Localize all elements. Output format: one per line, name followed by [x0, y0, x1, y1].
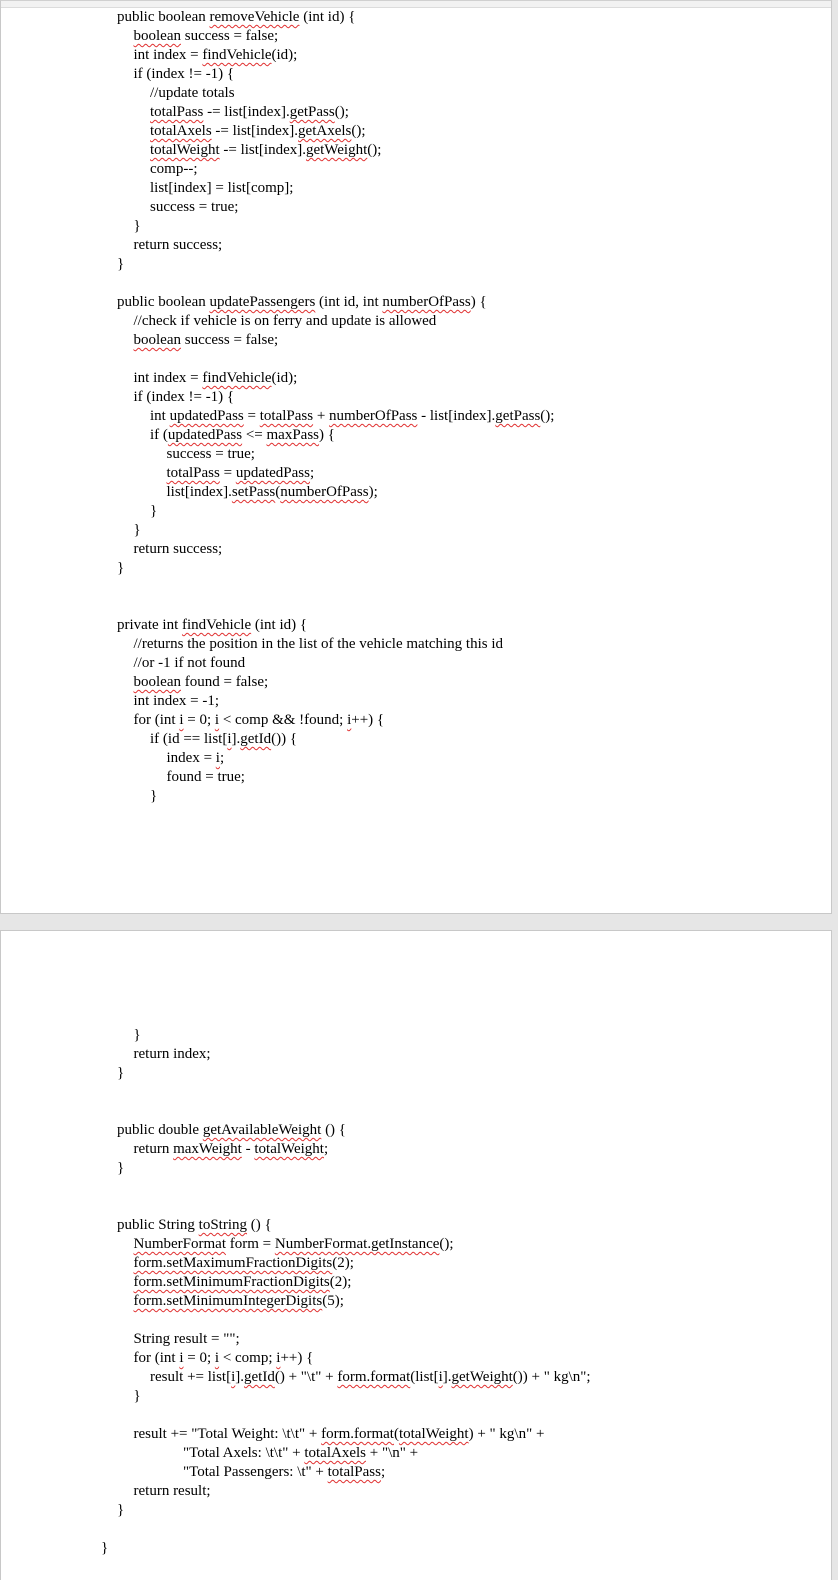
misspelled-word: i [227, 731, 232, 747]
code-text: form = [225, 1236, 275, 1252]
code-line [167, 749, 225, 768]
misspelled-word: updatePassengers [209, 294, 316, 310]
code-text: = [219, 465, 236, 481]
code-line [167, 464, 315, 483]
misspelled-word: numberOfPass [280, 484, 369, 500]
code-text: if ( [150, 427, 168, 443]
misspelled-word: updatedPass [169, 408, 244, 424]
code-text: - [241, 1141, 255, 1157]
misspelled-word: maxWeight [173, 1141, 242, 1157]
misspelled-word: totalPass [259, 408, 314, 424]
code-text: ]. [442, 1369, 452, 1385]
misspelled-word: i [179, 1350, 184, 1366]
code-line [134, 1292, 344, 1311]
misspelled-word: getPass [495, 408, 541, 424]
code-text: index = [166, 750, 216, 766]
code-text: (int id, int [315, 294, 383, 310]
code-text: (id); [271, 47, 298, 63]
code-line [117, 1121, 346, 1140]
code-line [134, 46, 298, 65]
code-text: list[index]. [166, 484, 232, 500]
code-text: int [150, 408, 170, 424]
misspelled-word: updatedPass [167, 427, 243, 443]
code-text: ) + " kg\n" + [468, 1426, 545, 1442]
misspelled-word: totalPass [327, 1464, 381, 1480]
code-line [183, 1463, 385, 1482]
code-text: } [101, 1540, 109, 1556]
code-text: ++) { [280, 1350, 314, 1366]
code-line [134, 673, 269, 692]
code-text: ( [275, 484, 281, 500]
code-text: return [133, 1141, 174, 1157]
code-text: () + "\t" + [274, 1369, 338, 1385]
code-line [117, 255, 124, 274]
code-text: } [133, 522, 141, 538]
code-line [134, 692, 220, 711]
misspelled-word: getAvailableWeight [202, 1122, 322, 1138]
code-text: -= list[index]. [203, 104, 290, 120]
misspelled-word: i [231, 1369, 236, 1385]
code-text: //or -1 if not found [133, 655, 246, 671]
misspelled-word: findVehicle [181, 617, 252, 633]
code-text: } [133, 1388, 141, 1404]
misspelled-word: i [276, 1350, 281, 1366]
code-text: return result; [133, 1483, 211, 1499]
code-line [117, 559, 124, 578]
code-text: //returns the position in the list of the vehicle matching this id [133, 636, 504, 652]
code-text: = 0; [183, 1350, 215, 1366]
misspelled-word: form.setMaximumFractionDigits [133, 1255, 333, 1271]
code-text: (); [351, 123, 366, 139]
code-text: result += "Total Weight: \t\t" + [133, 1426, 322, 1442]
misspelled-word: getWeight [451, 1369, 513, 1385]
code-line [150, 407, 554, 426]
code-line [150, 122, 366, 141]
code-text: (5); [322, 1293, 344, 1309]
code-text: public boolean [117, 294, 210, 310]
misspelled-word: totalAxels [150, 123, 212, 139]
code-text: } [117, 1502, 125, 1518]
code-text: + [313, 408, 330, 424]
misspelled-word: boolean [133, 28, 181, 44]
code-line [117, 293, 487, 312]
code-text: ) { [319, 427, 335, 443]
code-text: found = false; [180, 674, 269, 690]
code-text: list[index] = list[comp]; [150, 180, 294, 196]
code-line [150, 787, 157, 806]
misspelled-word: setPass [231, 484, 276, 500]
code-line [134, 1387, 141, 1406]
code-line [134, 1482, 211, 1501]
misspelled-word: numberOfPass [382, 294, 471, 310]
misspelled-word: form.setMinimumFractionDigits [133, 1274, 330, 1290]
code-text: for (int [133, 712, 180, 728]
misspelled-word: totalPass [150, 104, 204, 120]
code-text: } [117, 1065, 125, 1081]
code-text: ]. [235, 1369, 245, 1385]
code-text: (); [367, 142, 382, 158]
code-text: (); [334, 104, 349, 120]
code-text: if (id == list[ [150, 731, 228, 747]
code-text: } [133, 218, 141, 234]
code-text: success = true; [150, 199, 239, 215]
code-line [134, 388, 235, 407]
code-line [150, 179, 293, 198]
misspelled-word: findVehicle [202, 370, 272, 386]
misspelled-word: i [347, 712, 352, 728]
misspelled-word: form.setMinimumIntegerDigits [133, 1293, 323, 1309]
code-line [117, 1216, 272, 1235]
misspelled-word: i [215, 750, 220, 766]
misspelled-word: findVehicle [202, 47, 272, 63]
misspelled-word: maxPass [266, 427, 320, 443]
code-text: //update totals [150, 85, 235, 101]
code-text: ); [368, 484, 378, 500]
code-line [167, 483, 378, 502]
document-page-2 [0, 930, 832, 1580]
misspelled-word: i [179, 712, 184, 728]
code-text: } [150, 788, 158, 804]
code-text: -= list[index]. [219, 142, 306, 158]
code-text: (2); [329, 1274, 352, 1290]
code-line [134, 654, 246, 673]
misspelled-word: form.format [321, 1426, 394, 1442]
code-line [134, 1140, 329, 1159]
misspelled-word: updatedPass [235, 465, 310, 481]
code-line [134, 1425, 545, 1444]
code-text: (int id) { [251, 617, 308, 633]
code-text: ]. [231, 731, 241, 747]
code-line [101, 1539, 108, 1558]
misspelled-word: totalWeight [398, 1426, 469, 1442]
code-text: "Total Axels: \t\t" + [183, 1445, 305, 1461]
code-text: public String [117, 1217, 199, 1233]
code-text: success = false; [180, 332, 279, 348]
code-text: (id); [271, 370, 298, 386]
code-text: return success; [133, 237, 223, 253]
code-text: ; [219, 750, 225, 766]
code-text: } [117, 560, 125, 576]
code-line [134, 1273, 352, 1292]
code-line [150, 141, 381, 160]
code-text: return success; [133, 541, 223, 557]
code-line [150, 84, 235, 103]
code-line [134, 1045, 211, 1064]
code-line [134, 217, 141, 236]
code-line [134, 27, 279, 46]
code-line [134, 635, 504, 654]
code-line [134, 331, 279, 350]
code-text: return index; [133, 1046, 211, 1062]
code-line [134, 1235, 454, 1254]
code-text: () { [321, 1122, 347, 1138]
misspelled-word: form.format [337, 1369, 411, 1385]
misspelled-word: totalWeight [150, 142, 220, 158]
misspelled-word: NumberFormat [133, 1236, 226, 1252]
code-text: < comp && !found; [219, 712, 348, 728]
code-line [150, 160, 197, 179]
code-line [150, 730, 297, 749]
code-line [134, 312, 437, 331]
misspelled-word: getAxels [298, 123, 352, 139]
code-text: = [243, 408, 260, 424]
code-line [183, 1444, 418, 1463]
code-line [167, 445, 255, 464]
code-line [167, 768, 245, 787]
code-line [134, 1330, 240, 1349]
code-text: } [150, 503, 158, 519]
code-text: result += list[ [150, 1369, 232, 1385]
misspelled-word: i [438, 1369, 443, 1385]
code-text: ++) { [351, 712, 385, 728]
misspelled-word: i [214, 1350, 220, 1366]
code-text: ; [380, 1464, 386, 1480]
code-line [117, 8, 355, 27]
misspelled-word: totalAxels [304, 1445, 366, 1461]
code-line [134, 540, 223, 559]
code-text: (2); [332, 1255, 354, 1271]
code-text: < comp; [219, 1350, 277, 1366]
code-text: int index = [133, 47, 203, 63]
code-text: for (int [133, 1350, 180, 1366]
code-line [134, 1349, 314, 1368]
page-top-strip [1, 1, 832, 8]
misspelled-word: getPass [289, 104, 335, 120]
code-line [150, 198, 238, 217]
code-text: } [117, 256, 125, 272]
code-text: int index = [133, 370, 203, 386]
code-text: (list[ [410, 1369, 439, 1385]
misspelled-word: NumberFormat.getInstance [274, 1236, 440, 1252]
code-text: ()) { [271, 731, 298, 747]
code-line [134, 711, 385, 730]
code-text: public boolean [117, 9, 210, 25]
code-line [117, 616, 307, 635]
code-line [117, 1159, 124, 1178]
code-text: comp--; [150, 161, 198, 177]
code-text: = 0; [183, 712, 215, 728]
code-text: success = true; [166, 446, 255, 462]
misspelled-word: getId [240, 731, 272, 747]
code-text: } [133, 1027, 141, 1043]
code-line [134, 1254, 354, 1273]
code-text: - list[index]. [417, 408, 496, 424]
code-text: int index = -1; [133, 693, 220, 709]
code-line [134, 65, 235, 84]
misspelled-word: numberOfPass [329, 408, 418, 424]
code-text: found = true; [166, 769, 245, 785]
code-line [150, 426, 335, 445]
misspelled-word: boolean [133, 674, 181, 690]
code-line [150, 103, 349, 122]
code-line [134, 236, 223, 255]
code-text: public double [117, 1122, 203, 1138]
code-text: ; [309, 465, 315, 481]
code-text: () { [247, 1217, 272, 1233]
misspelled-word: toString [198, 1217, 248, 1233]
code-text: ; [323, 1141, 329, 1157]
misspelled-word: removeVehicle [209, 9, 300, 25]
code-text: ) { [470, 294, 487, 310]
code-text: "Total Passengers: \t" + [183, 1464, 328, 1480]
misspelled-word: totalPass [166, 465, 220, 481]
code-line [117, 1501, 124, 1520]
misspelled-word: getId [244, 1369, 275, 1385]
code-text: if (index != -1) { [133, 389, 235, 405]
code-line [134, 369, 298, 388]
code-line [117, 1064, 124, 1083]
code-line [134, 1026, 141, 1045]
code-line [150, 502, 157, 521]
misspelled-word: getWeight [305, 142, 368, 158]
code-text: private int [117, 617, 182, 633]
code-text: //check if vehicle is on ferry and update is allowed [133, 313, 437, 329]
code-line [134, 521, 141, 540]
code-text: + "\n" + [365, 1445, 419, 1461]
code-text: String result = ""; [133, 1331, 240, 1347]
code-text: success = false; [180, 28, 279, 44]
misspelled-word: totalWeight [254, 1141, 324, 1157]
code-text: -= list[index]. [211, 123, 299, 139]
misspelled-word: i [214, 712, 220, 728]
code-text: (); [439, 1236, 454, 1252]
code-text: ()) + " kg\n"; [512, 1369, 591, 1385]
misspelled-word: boolean [133, 332, 181, 348]
code-text: (int id) { [299, 9, 356, 25]
code-text: if (index != -1) { [133, 66, 235, 82]
code-line [150, 1368, 591, 1387]
code-text: (); [540, 408, 555, 424]
code-text: } [117, 1160, 125, 1176]
code-text: <= [242, 427, 267, 443]
code-text: ( [393, 1426, 399, 1442]
